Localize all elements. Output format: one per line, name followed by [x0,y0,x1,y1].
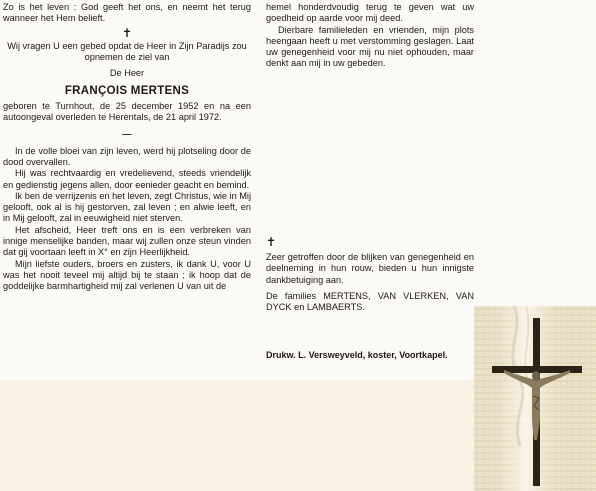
families-text: De families MERTENS, VAN VLERKEN, VAN DYCK en LAMBAERTS. [266,290,474,313]
prayer-request: Wij vragen U een gebed opdat de Heer in Zijn Paradijs zou opnemen de ziel van [7,40,247,62]
paragraph-continued: hemel honderdvoudig terug te geven wat uw goedheid op aarde voor mij deed. [266,2,474,24]
intro-text: Zo is het leven : God geeft het ons, en neemt het terug wanneer het Hem belieft. [3,2,251,24]
birth-death-text: geboren te Turnhout, de 25 december 1952 en na een autoongeval overleden te Herentals, de 21 april 1972. [3,100,251,123]
deceased-title: De Heer [109,68,145,79]
crucifix-photo [474,306,596,491]
right-column [266,2,474,70]
separator: — [122,129,132,140]
paragraph: Het afscheid, Heer treft ons en is een verbreken van innige menselijke banden, maar wij zullen onze steun vinden dat gij voortaan leeft in X° en zijn Heerlijkheid. [3,224,251,258]
crucifix-image [474,306,596,491]
printer-credit: Drukw. L. Versweyveld, koster, Voortkapel. [266,350,448,360]
paragraph: Ik ben de verrijzenis en het leven, zegt Christus, wie in Mij gelooft, ook al is hij gestorven, zal leven ; en alwie leeft, en in Mij gelooft, zal in eeuwigheid niet sterven. [3,190,251,224]
thanks-text: Zeer getroffen door de blijken van genegenheid en deelneming in hun rouw, bieden u hun innigste dankbetuiging aan. [266,252,474,285]
paragraph: Hij was rechtvaardig en vredelievend, steeds vriendelijk en gedienstig jegens allen, door eenieder geacht en bemind. [3,168,251,190]
paragraph: Mijn liefste ouders, broers en zusters, ik dank U, voor U was het nooit teveel mij altijd bij te staan ; ik hoop dat de goddelijke barmhartigheid mij zal verlenen U van uit de [3,258,251,292]
left-column [3,2,251,293]
cross-icon: ✝ [266,235,277,249]
deceased-name: FRANÇOIS MERTENS [64,85,190,98]
cross-icon: ✝ [121,25,133,40]
farewell-text: Dierbare familieleden en vrienden, mijn plots heengaan heeft u met verstomming geslagen. Laat uw genegenheid voor mij nu niet ophouden, maar denkt aan mij in uw gebeden. [266,24,474,69]
paragraph: In de volle bloei van zijn leven, werd hij plotseling door de dood overvallen. [3,145,251,167]
thanks-block [266,252,474,313]
